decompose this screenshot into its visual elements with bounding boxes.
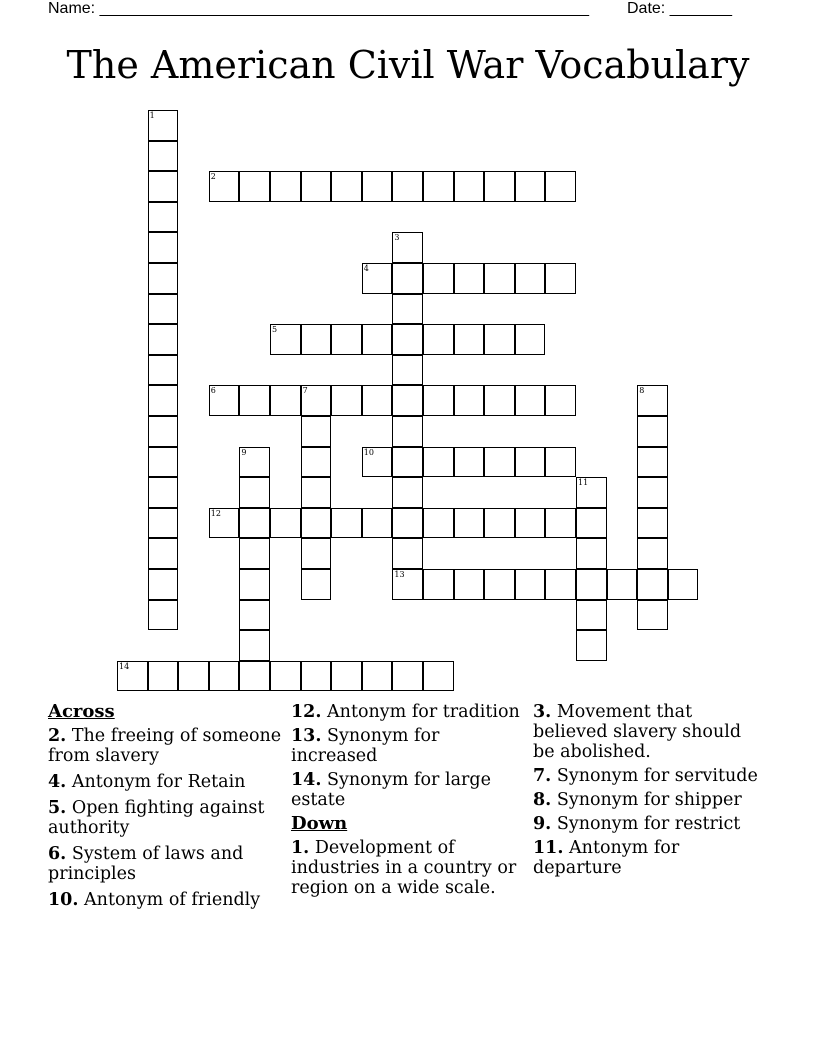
clues-column-1: [48, 702, 283, 916]
crossword-cell[interactable]: [392, 508, 423, 539]
crossword-cell[interactable]: [392, 324, 423, 355]
clue-down-1: [291, 838, 531, 898]
clue-down-8: [533, 790, 768, 810]
clue-number-label: 7: [302, 386, 308, 396]
crossword-cell[interactable]: [148, 141, 179, 172]
crossword-cell[interactable]: [148, 600, 179, 631]
crossword-cell[interactable]: [576, 600, 607, 631]
clue-number: 10.: [48, 890, 79, 910]
clue-across-12: [291, 702, 531, 722]
clue-number-label: 8: [639, 386, 645, 396]
crossword-cell[interactable]: [148, 385, 179, 416]
crossword-cell[interactable]: [484, 324, 515, 355]
across-heading: Across: [48, 701, 115, 722]
crossword-cell[interactable]: [423, 324, 454, 355]
crossword-cell[interactable]: [423, 171, 454, 202]
clue-number: 2.: [48, 726, 67, 746]
clue-text: Antonym for Retain: [71, 772, 246, 792]
crossword-cell[interactable]: [392, 263, 423, 294]
crossword-cell[interactable]: [637, 477, 668, 508]
crossword-cell[interactable]: [331, 385, 362, 416]
crossword-cell[interactable]: [239, 447, 270, 478]
crossword-cell[interactable]: [576, 508, 607, 539]
crossword-cell[interactable]: [392, 447, 423, 478]
crossword-cell[interactable]: [362, 171, 393, 202]
clue-number-label: 14: [119, 661, 130, 671]
clue-text: Synonym for restrict: [556, 814, 741, 834]
crossword-cell[interactable]: [362, 447, 393, 478]
crossword-cell[interactable]: [637, 538, 668, 569]
clue-across-14: [291, 770, 531, 810]
crossword-cell[interactable]: [239, 569, 270, 600]
clue-number: 13.: [291, 726, 322, 746]
crossword-cell[interactable]: [392, 355, 423, 386]
crossword-cell[interactable]: [515, 171, 546, 202]
crossword-cell[interactable]: [331, 324, 362, 355]
crossword-cell[interactable]: [239, 477, 270, 508]
crossword-cell[interactable]: [301, 385, 332, 416]
crossword-cell[interactable]: [301, 416, 332, 447]
crossword-cell[interactable]: [545, 569, 576, 600]
crossword-cell[interactable]: [270, 385, 301, 416]
crossword-cell[interactable]: [239, 171, 270, 202]
crossword-cell[interactable]: [209, 171, 240, 202]
crossword-cell[interactable]: [148, 232, 179, 263]
crossword-cell[interactable]: [392, 661, 423, 692]
crossword-cell[interactable]: [301, 661, 332, 692]
crossword-cell[interactable]: [423, 569, 454, 600]
crossword-cell[interactable]: [515, 385, 546, 416]
crossword-cell[interactable]: [301, 447, 332, 478]
name-line[interactable]: Name: _______________________________________________________: [48, 0, 589, 17]
crossword-cell[interactable]: [454, 508, 485, 539]
crossword-cell[interactable]: [484, 447, 515, 478]
down-heading: Down: [291, 813, 348, 834]
crossword-cell[interactable]: [515, 263, 546, 294]
crossword-cell[interactable]: [423, 447, 454, 478]
crossword-cell[interactable]: [331, 661, 362, 692]
crossword-cell[interactable]: [454, 263, 485, 294]
crossword-cell[interactable]: [301, 324, 332, 355]
crossword-cell[interactable]: [301, 477, 332, 508]
crossword-cell[interactable]: [148, 538, 179, 569]
clue-number-label: 12: [210, 508, 221, 518]
crossword-cell[interactable]: [148, 263, 179, 294]
date-line[interactable]: Date: _______: [627, 0, 732, 17]
crossword-cell[interactable]: [392, 569, 423, 600]
clue-number: 7.: [533, 766, 552, 786]
clue-number-label: 11: [578, 478, 589, 488]
crossword-cell[interactable]: [270, 171, 301, 202]
crossword-cell[interactable]: [637, 569, 668, 600]
crossword-cell[interactable]: [484, 171, 515, 202]
crossword-cell[interactable]: [576, 538, 607, 569]
crossword-cell[interactable]: [454, 569, 485, 600]
clue-number-label: 9: [241, 447, 247, 457]
crossword-cell[interactable]: [545, 447, 576, 478]
crossword-cell[interactable]: [392, 294, 423, 325]
crossword-cell[interactable]: [148, 110, 179, 141]
crossword-cell[interactable]: [637, 385, 668, 416]
crossword-cell[interactable]: [301, 171, 332, 202]
clues-column-3: [533, 702, 768, 882]
clue-number: 5.: [48, 798, 67, 818]
crossword-cell[interactable]: [148, 447, 179, 478]
clue-number: 1.: [291, 838, 310, 858]
crossword-cell[interactable]: [362, 324, 393, 355]
crossword-cell[interactable]: [637, 416, 668, 447]
crossword-cell[interactable]: [576, 477, 607, 508]
clue-number: 9.: [533, 814, 552, 834]
clue-text: Antonym of friendly: [84, 890, 261, 910]
crossword-cell[interactable]: [239, 600, 270, 631]
crossword-cell[interactable]: [392, 232, 423, 263]
crossword-cell[interactable]: [239, 661, 270, 692]
crossword-cell[interactable]: [515, 508, 546, 539]
crossword-cell[interactable]: [148, 324, 179, 355]
crossword-cell[interactable]: [668, 569, 699, 600]
crossword-cell[interactable]: [301, 569, 332, 600]
crossword-cell[interactable]: [392, 538, 423, 569]
crossword-cell[interactable]: [148, 661, 179, 692]
crossword-cell[interactable]: [209, 385, 240, 416]
crossword-cell[interactable]: [148, 569, 179, 600]
clues-column-2: [291, 702, 531, 902]
clue-number-label: 2: [210, 172, 216, 182]
clue-number: 8.: [533, 790, 552, 810]
crossword-cell[interactable]: [545, 263, 576, 294]
clue-text: Antonym for tradition: [327, 702, 520, 722]
crossword-cell[interactable]: [270, 508, 301, 539]
clue-number: 11.: [533, 838, 564, 858]
crossword-cell[interactable]: [392, 416, 423, 447]
crossword-cell[interactable]: [331, 508, 362, 539]
crossword-cell[interactable]: [545, 171, 576, 202]
crossword-cell[interactable]: [148, 477, 179, 508]
clue-number-label: 1: [149, 111, 155, 120]
clue-number-label: 6: [210, 386, 216, 396]
crossword-cell[interactable]: [454, 447, 485, 478]
crossword-cell[interactable]: [484, 508, 515, 539]
crossword-cell[interactable]: [239, 538, 270, 569]
crossword-cell[interactable]: [148, 416, 179, 447]
clue-down-7: [533, 766, 768, 786]
crossword-cell[interactable]: [545, 385, 576, 416]
crossword-cell[interactable]: [423, 661, 454, 692]
crossword-cell[interactable]: [148, 294, 179, 325]
crossword-cell[interactable]: [423, 508, 454, 539]
crossword-cell[interactable]: [178, 661, 209, 692]
crossword-cell[interactable]: [239, 385, 270, 416]
crossword-cell[interactable]: [637, 508, 668, 539]
clue-number-label: 3: [394, 233, 400, 243]
crossword-cell[interactable]: [607, 569, 638, 600]
clue-text: Synonym for shipper: [556, 790, 742, 810]
clue-number-label: 4: [363, 264, 369, 273]
crossword-cell[interactable]: [301, 508, 332, 539]
crossword-cell[interactable]: [545, 508, 576, 539]
clue-text: The freeing of someone from slavery: [48, 726, 282, 766]
crossword-cell[interactable]: [515, 324, 546, 355]
crossword-cell[interactable]: [331, 171, 362, 202]
clue-text: Antonym for departure: [533, 838, 680, 878]
crossword-cell[interactable]: [484, 385, 515, 416]
crossword-cell[interactable]: [148, 508, 179, 539]
clue-number-label: 5: [272, 325, 278, 335]
crossword-cell[interactable]: [454, 324, 485, 355]
clue-text: System of laws and principles: [48, 844, 244, 884]
crossword-cell[interactable]: [454, 385, 485, 416]
page-title: The American Civil War Vocabulary: [66, 43, 750, 87]
clue-down-9: [533, 814, 768, 834]
crossword-cell[interactable]: [362, 661, 393, 692]
clue-text: Synonym for large estate: [291, 770, 491, 810]
crossword-cell[interactable]: [148, 355, 179, 386]
clue-text: Movement that believed slavery should be abolished.: [533, 702, 742, 762]
crossword-cell[interactable]: [576, 630, 607, 661]
crossword-cell[interactable]: [117, 661, 148, 692]
clue-number: 14.: [291, 770, 322, 790]
clue-number-label: 13: [394, 570, 405, 579]
clue-text: Development of industries in a country or region on a wide scale.: [291, 838, 517, 898]
clue-across-5: [48, 798, 283, 838]
crossword-cell[interactable]: [515, 447, 546, 478]
crossword-cell[interactable]: [423, 263, 454, 294]
crossword-cell[interactable]: [637, 447, 668, 478]
clue-across-10: [48, 890, 283, 910]
clue-number: 6.: [48, 844, 67, 864]
crossword-cell[interactable]: [239, 508, 270, 539]
clue-number: 4.: [48, 772, 67, 792]
crossword-cell[interactable]: [392, 385, 423, 416]
crossword-cell[interactable]: [270, 661, 301, 692]
crossword-cell[interactable]: [392, 477, 423, 508]
crossword-cell[interactable]: [270, 324, 301, 355]
clue-text: Open fighting against authority: [48, 798, 265, 838]
crossword-cell[interactable]: [362, 385, 393, 416]
crossword-cell[interactable]: [484, 263, 515, 294]
clue-across-13: [291, 726, 531, 766]
crossword-cell[interactable]: [454, 171, 485, 202]
crossword-cell[interactable]: [148, 202, 179, 233]
clue-across-6: [48, 844, 283, 884]
clue-text: Synonym for increased: [291, 726, 440, 766]
crossword-cell[interactable]: [576, 569, 607, 600]
clue-down-11: [533, 838, 768, 878]
clue-text: Synonym for servitude: [556, 766, 758, 786]
crossword-cell[interactable]: [392, 171, 423, 202]
clue-number: 3.: [533, 702, 552, 722]
crossword-cell[interactable]: [423, 385, 454, 416]
crossword-cell[interactable]: [209, 508, 240, 539]
crossword-cell[interactable]: [239, 630, 270, 661]
clue-number-label: 10: [363, 447, 374, 457]
crossword-cell[interactable]: [301, 538, 332, 569]
crossword-cell[interactable]: [362, 263, 393, 294]
crossword-cell[interactable]: [515, 569, 546, 600]
clue-across-4: [48, 772, 283, 792]
crossword-cell[interactable]: [362, 508, 393, 539]
crossword-cell[interactable]: [637, 600, 668, 631]
clue-number: 12.: [291, 702, 322, 722]
clue-across-2: [48, 726, 283, 766]
crossword-cell[interactable]: [209, 661, 240, 692]
clue-down-3: [533, 702, 768, 762]
crossword-cell[interactable]: [148, 171, 179, 202]
crossword-cell[interactable]: [484, 569, 515, 600]
